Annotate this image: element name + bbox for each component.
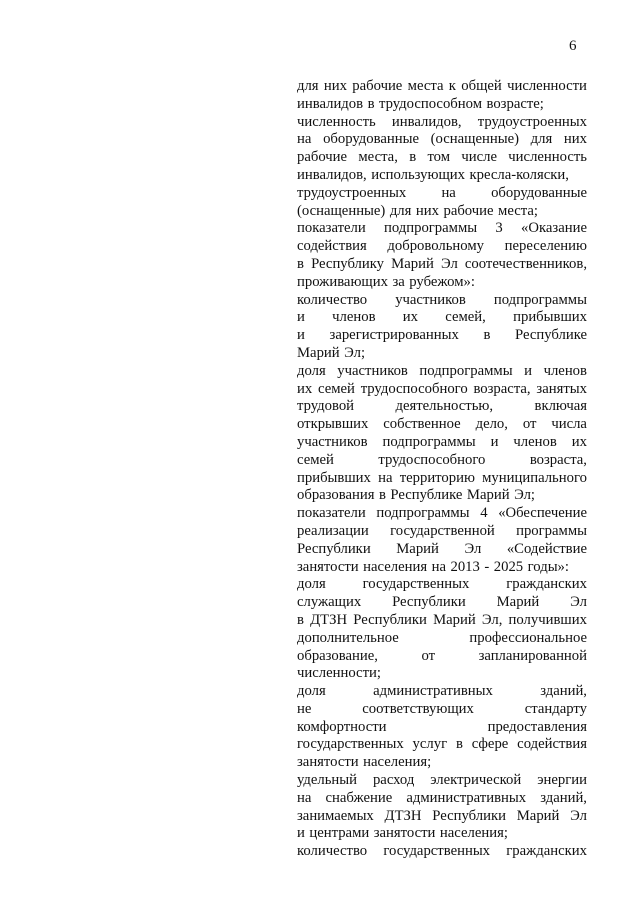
word: показатели: [297, 505, 366, 522]
word: членов: [543, 362, 587, 379]
word: числа: [551, 416, 587, 433]
word: зданий,: [540, 789, 587, 806]
word: ДТЗН: [384, 807, 422, 824]
word: соответствующих: [362, 700, 474, 717]
word: профессиональное: [469, 629, 587, 646]
text-line: [297, 559, 587, 577]
word: места,: [358, 149, 398, 166]
word: (оснащенные): [297, 202, 386, 219]
text-line: [297, 149, 587, 167]
word: семей: [297, 451, 334, 468]
word: стандарту: [524, 700, 587, 717]
word: занятых: [536, 380, 587, 397]
word: и: [297, 327, 305, 344]
word: трудоустроенных: [297, 184, 407, 201]
word: Эл: [570, 807, 587, 824]
word: занятости: [297, 558, 359, 575]
word: -: [484, 558, 490, 575]
word: добровольному: [387, 238, 484, 255]
word: показатели: [297, 220, 366, 237]
word: 2025: [493, 558, 524, 575]
word: трудоспособного: [378, 451, 486, 468]
word: доля: [297, 362, 326, 379]
word: Марий: [516, 807, 560, 824]
word: места;: [498, 202, 538, 219]
word: возраста,: [529, 451, 587, 468]
word: на: [297, 789, 312, 806]
word: Республики: [353, 611, 427, 628]
word: не: [297, 700, 312, 717]
word: Эл;: [344, 344, 366, 361]
word: трудоспособного: [360, 380, 468, 397]
text-line: [297, 96, 587, 114]
word: их: [571, 433, 587, 450]
text-line: [297, 78, 587, 96]
text-line: [297, 523, 587, 541]
word: и: [524, 362, 533, 379]
word: них: [415, 202, 439, 219]
word: государственных: [383, 843, 491, 860]
word: количество: [297, 291, 368, 308]
word: дополнительное: [297, 629, 399, 646]
word: доля: [297, 683, 326, 700]
word: Республику: [311, 255, 385, 272]
text-line: [297, 292, 587, 310]
word: доля: [297, 576, 326, 593]
word: переселению: [504, 238, 587, 255]
word: (оснащенные): [430, 131, 519, 148]
word: инвалидов: [297, 95, 364, 112]
text-line: [297, 701, 587, 719]
text-line: [297, 220, 587, 238]
word: места: [407, 78, 444, 94]
word: услуг: [412, 736, 448, 753]
text-line: [297, 185, 587, 203]
word: общей: [461, 78, 502, 94]
word: Республике: [390, 487, 463, 504]
word: включая: [534, 398, 587, 415]
text-line: [297, 238, 587, 256]
word: Эл: [464, 540, 482, 557]
word: семей: [318, 380, 355, 397]
word: в: [297, 611, 304, 628]
word: для: [530, 131, 553, 148]
word: удельный: [297, 772, 358, 789]
text-line: [297, 416, 587, 434]
word: территорию: [399, 469, 475, 486]
word: «Оказание: [521, 220, 587, 237]
text-line: [297, 790, 587, 808]
word: использующих: [371, 166, 465, 183]
word: участников: [395, 291, 466, 308]
word: Республики: [432, 807, 506, 824]
text-line: [297, 843, 587, 861]
word: образование,: [297, 647, 378, 664]
word: Марий: [466, 487, 510, 504]
word: реализации: [297, 522, 369, 539]
text-line: [297, 683, 587, 701]
word: занятости: [373, 825, 436, 842]
word: на: [441, 184, 456, 201]
text-line: [297, 381, 587, 399]
word: рабочие: [297, 149, 348, 166]
word: участников: [337, 362, 408, 379]
word: гражданских: [506, 576, 587, 593]
word: на: [297, 131, 312, 148]
text-line: [297, 576, 587, 594]
word: населения;: [363, 754, 432, 771]
word: рубежом»:: [409, 273, 475, 290]
word: оборудованные: [323, 131, 419, 148]
word: муниципального: [482, 469, 587, 486]
text-line: [297, 398, 587, 416]
word: электрической: [430, 772, 522, 789]
word: членов: [332, 309, 376, 326]
text-line: [297, 309, 587, 327]
word: годы»:: [527, 558, 569, 575]
text-line: [297, 345, 587, 363]
word: Республике: [515, 327, 587, 344]
text-line: [297, 256, 587, 274]
word: населения: [363, 558, 428, 575]
word: к: [448, 78, 456, 94]
word: от: [421, 647, 436, 664]
text-line: [297, 630, 587, 648]
document-text-column: [297, 78, 587, 861]
text-line: [297, 167, 587, 185]
word: зданий,: [540, 683, 587, 700]
word: и: [297, 309, 305, 326]
word: их: [402, 309, 418, 326]
text-line: [297, 736, 587, 754]
word: государственных: [297, 736, 404, 753]
word: Марий: [433, 611, 476, 628]
word: и: [490, 433, 499, 450]
text-line: [297, 114, 587, 132]
text-line: [297, 594, 587, 612]
word: возраста,: [473, 380, 531, 397]
word: инвалидов,: [297, 166, 367, 183]
word: комфортности: [297, 718, 387, 735]
word: открывших: [297, 416, 369, 433]
word: населения;: [439, 825, 508, 842]
word: подпрограммы: [493, 291, 587, 308]
word: Эл: [440, 255, 458, 272]
word: Эл;: [514, 487, 535, 504]
text-line: [297, 131, 587, 149]
word: инвалидов,: [391, 113, 462, 130]
word: образования: [297, 487, 375, 504]
word: центрами: [309, 825, 370, 842]
word: прибывших: [513, 309, 587, 326]
text-line: [297, 203, 587, 221]
word: рабочие: [352, 78, 403, 94]
word: содействия: [517, 736, 587, 753]
word: участников: [297, 433, 368, 450]
word: 3: [495, 220, 503, 237]
word: рабочие: [443, 202, 494, 219]
word: предоставления: [487, 718, 587, 735]
word: 2013: [450, 558, 480, 575]
word: Республики: [392, 594, 466, 611]
text-line: [297, 274, 587, 292]
text-line: [297, 648, 587, 666]
word: программы: [516, 522, 587, 539]
word: Марий: [391, 255, 434, 272]
word: численности;: [297, 665, 381, 682]
word: проживающих: [297, 273, 388, 290]
text-line: [297, 363, 587, 381]
word: численность: [297, 113, 376, 130]
word: деятельностью,: [395, 398, 494, 415]
text-line: [297, 487, 587, 505]
word: подпрограммы: [383, 220, 478, 237]
word: численности: [507, 78, 587, 94]
text-line: [297, 754, 587, 772]
word: административных: [406, 789, 527, 806]
word: прибывших: [297, 469, 371, 486]
word: 4: [480, 505, 488, 522]
word: запланированной: [478, 647, 587, 664]
word: дело,: [475, 416, 508, 433]
word: на: [431, 558, 446, 575]
word: них: [563, 131, 587, 148]
word: гражданских: [506, 843, 587, 860]
word: служащих: [297, 594, 362, 611]
word: них: [323, 78, 347, 94]
word: семей,: [445, 309, 486, 326]
word: «Обеспечение: [498, 505, 587, 522]
word: подпрограммы: [382, 433, 476, 450]
word: в: [297, 255, 304, 272]
word: количество: [297, 843, 368, 860]
word: государственной: [390, 522, 495, 539]
word: Марий: [297, 344, 340, 361]
word: государственных: [362, 576, 470, 593]
word: числе: [461, 149, 497, 166]
word: собственное: [383, 416, 461, 433]
word: Марий: [496, 594, 540, 611]
text-line: [297, 612, 587, 630]
word: кресла-коляски,: [469, 166, 569, 183]
word: в: [409, 149, 417, 166]
word: соотечественников,: [464, 255, 587, 272]
word: снабжение: [325, 789, 393, 806]
word: ДТЗН: [310, 611, 348, 628]
word: численность: [508, 149, 587, 166]
text-line: [297, 327, 587, 345]
word: трудовой: [297, 398, 355, 415]
word: «Содействие: [506, 540, 587, 557]
word: административных: [373, 683, 493, 700]
text-line: [297, 470, 587, 488]
word: Эл,: [481, 611, 503, 628]
word: сфере: [471, 736, 509, 753]
word: их: [297, 380, 313, 397]
word: Республики: [297, 540, 371, 557]
page-number: 6: [569, 38, 577, 54]
text-line: [297, 452, 587, 470]
word: членов: [513, 433, 557, 450]
word: на: [378, 469, 393, 486]
word: в: [455, 736, 463, 753]
text-line: [297, 541, 587, 559]
word: в: [367, 95, 375, 112]
text-line: [297, 772, 587, 790]
text-line: [297, 665, 587, 683]
word: возрасте;: [486, 95, 544, 112]
word: расход: [372, 772, 415, 789]
word: трудоустроенных: [477, 113, 587, 130]
word: трудоспособном: [379, 95, 482, 112]
word: содействия: [297, 238, 367, 255]
word: энергии: [537, 772, 587, 789]
text-line: [297, 719, 587, 737]
word: для: [389, 202, 412, 219]
word: от: [522, 416, 537, 433]
word: том: [427, 149, 451, 166]
word: подпрограммы: [419, 362, 513, 379]
word: занятости: [297, 754, 359, 771]
word: для: [297, 78, 319, 94]
text-line: [297, 808, 587, 826]
word: в: [483, 327, 491, 344]
text-line: [297, 825, 587, 843]
word: в: [378, 487, 386, 504]
word: за: [392, 273, 405, 290]
word: и: [297, 825, 305, 842]
word: подпрограммы: [376, 505, 470, 522]
word: занимаемых: [297, 807, 374, 824]
word: Марий: [396, 540, 439, 557]
word: Эл: [570, 594, 587, 611]
word: зарегистрированных: [329, 327, 459, 344]
text-line: [297, 434, 587, 452]
word: получивших: [508, 611, 587, 628]
text-line: [297, 505, 587, 523]
word: оборудованные: [491, 184, 587, 201]
